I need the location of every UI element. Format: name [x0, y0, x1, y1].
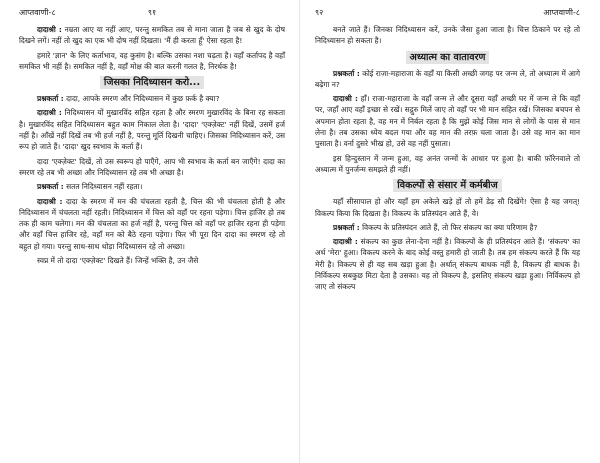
paragraph-text: स्वप्न में तो दादा 'एक्ज़ेक्ट' दिखते हैं। जिन्हें भक्ति है, उन जैसे: [37, 256, 199, 266]
left-page-header: [19, 4, 285, 22]
left-page-body: [19, 24, 285, 266]
speaker-label: प्रश्नकर्ता :: [333, 222, 360, 232]
paragraph: [315, 24, 580, 47]
paragraph-text: विकल्प के प्रतिस्पंदन आते हैं, तो फिर संकल्प का क्या परिणाम है?: [359, 222, 538, 232]
section-heading: [315, 179, 580, 193]
right-page-body: [315, 24, 580, 293]
left-page-running-title: आप्तवाणी-८: [19, 8, 56, 17]
speaker-label: दादाश्री :: [333, 237, 358, 247]
dialogue-paragraph: [19, 107, 285, 152]
paragraph-text: हाँ। राजा-महाराजा के वहाँ जन्म ले और दूसरा यहाँ अच्छी घर में जन्म ले कि वहाँ पर, जहाँ आए वहाँ इच्छा से रखें। सद्गुरु मिलें जाए तो वहाँ पर भी मान सहित रखें। जिसका बचपन से अपमान होता रहता है, वह मन में निर्बल रहता है कि मुझे कोई जिस मान से लोगों के पास से मान लेना है। तब उसका ध्येय बदल गया और वह मान की तरफ़ चला जाता है। उसे वह मान का मान पुसाता है। वर्ना दुसरे भीख हो, उसे वह नहीं पुसाता।: [315, 94, 580, 149]
right-page-running-title: आप्तवाणी-८: [543, 8, 580, 17]
paragraph: [315, 196, 580, 219]
dialogue-paragraph: [315, 222, 580, 233]
paragraph: [19, 255, 285, 266]
section-heading: [315, 51, 580, 65]
right-page-header: [315, 4, 580, 22]
paragraph-text: नम्रता आए या नहीं आए, परन्तु समकित तब से माना जाता है जब से खुद के दोष दिखने लगें। नहीं तो खुद का एक भी दोष नहीं दिखता। 'मैं ही करता हूँ' ऐसा रहता है!: [19, 25, 285, 46]
paragraph-text: दादा, आपके स्मरण और निदिध्यासन में कुछ फ़र्क है क्या?: [63, 94, 220, 104]
speaker-label: दादाश्री :: [333, 94, 358, 104]
speaker-label: दादाश्री :: [37, 196, 63, 206]
speaker-label: प्रश्नकर्ता :: [37, 94, 64, 104]
paragraph-text: बनते जाते हैं। जिनका निदिध्यासन करें, उनके जैसा हुआ जाता है। चित्त ठिकाने पर रहे तो निदिध्यासन हो सकता है।: [315, 25, 580, 46]
right-page-number: ९२: [315, 8, 324, 17]
paragraph-text: हमारे 'ज्ञान' के लिए कर्ताभाव, वह कुसंग है। बल्कि उसका नशा चढ़ता है। वहाँ कर्तापद है वहाँ समकित भी नहीं है। समकित नहीं है, वहाँ मोक्ष की बात करनी गलत है, निरर्थक है!: [19, 50, 285, 71]
left-page-number: ९१: [147, 8, 157, 17]
section-heading-text: अध्यात्म का वातावरण: [406, 51, 490, 64]
section-heading: [19, 76, 285, 90]
dialogue-paragraph: [19, 24, 285, 47]
paragraph-text: कोई राजा-महाराजा के वहाँ या किसी अच्छी जगह पर जन्म ले, तो अध्यात्म में आगे बढ़ेगा न?: [315, 68, 580, 89]
section-heading-text: विकल्पों से संसार में कर्मबीज: [393, 179, 501, 192]
dialogue-paragraph: [19, 181, 285, 192]
paragraph-text: सतत निदिध्यासन नहीं रहता।: [63, 182, 143, 192]
speaker-label: दादाश्री :: [37, 108, 62, 118]
dialogue-paragraph: [19, 93, 285, 104]
speaker-label: प्रश्नकर्ता :: [37, 182, 64, 192]
paragraph-text: दादा के स्मरण में मन की चंचलता रहती है, चित्त की भी चंचलता होती है और निदिध्यासन में चंचलता नहीं रहती। निदिध्यासन में चित्त को वहाँ पर रहना पड़ेगा। चित्त हाजिर हो तब तक ही काम चलेगा। मन की चंचलता का हर्ज नहीं है, परन्तु चित्त को वहाँ पर हाजिर रहना ही पड़ेगा और वहाँ चित्त हाजिर रहे, वहाँ मन को बैठे रहना पड़ेगा। फिर भी पूरा दिन दादा का स्मरण रहे तो बहुत हो गया। परन्तु साथ-साथ थोड़ा निदिध्यासन रहे तो अच्छा।: [19, 196, 285, 251]
paragraph-text: इस हिन्दुस्तान में जन्म हुआ, वह अनंत जन्मों के आधार पर हुआ है। बाकी फ़ॉरेनवाले तो अध्यात्म में पुनर्जन्म समझते ही नहीं।: [315, 153, 580, 174]
paragraph: [315, 153, 580, 176]
speaker-label: प्रश्नकर्ता :: [333, 68, 360, 78]
dialogue-paragraph: [315, 93, 580, 149]
paragraph-text: संकल्प का कुछ लेना-देना नहीं है। विकल्पों के ही प्रतिस्पंदन आते हैं। 'संकल्प' का अर्थ 'मेरा' हुआ। विकल्प करने के बाद कोई वस्तु हमारी हो जाती है। तब हम संकल्प करते हैं कि यह मेरी है। विकल्प से ही यह सब खड़ा हुआ है। अर्थात् संकल्प बाधक नहीं है, विकल्प ही बाधक है। निर्विकल्प सबकुछ मिटा देता है उसका। यह तो विकल्प है, इसलिए संकल्प खड़ा हुआ। निर्विकल्प हो जाए तो संकल्प: [315, 237, 580, 292]
paragraph-text: दादा 'एक्ज़ेक्ट' दिखें, तो उस स्वरूप हो पाएँगे, आप भी स्वभाव के कर्ता बन जाएँगे! दादा का स्मरण रहे तब भी अच्छा और निदिध्यासन रहे तब भी अच्छा है।: [19, 156, 285, 177]
paragraph: [19, 156, 285, 179]
dialogue-paragraph: [19, 196, 285, 252]
paragraph-text: यहाँ सीसापाल हो और यहाँ हम अकेले खड़े हों तो हमें डेढ़ सौ दिखेंगे! ऐसा है यह जगत्! विकल्प किया कि दिखता है। विकल्प के प्रतिस्पंदन आते हैं, वे।: [315, 197, 580, 218]
paragraph: [19, 50, 285, 73]
section-heading-text: जिसका निदिध्यासन करो...: [100, 76, 204, 89]
dialogue-paragraph: [315, 236, 580, 292]
paragraph-text: निदिध्यासन यों मुखारविंद सहित रहता है और स्मरण मुखारविंद के बिना रह सकता है। मुखारविंद सहित निदिध्यासन बहुत काम निकाल लेता है। 'दादा' 'एक्ज़ेक्ट' नहीं दिखें, उसमें हर्ज नहीं है। आँखें नहीं दिखें तब भी हर्ज नहीं है, परन्तु मूर्ति दिखनी चाहिए। जिसका निदिध्यासन करें, उस रूप हो जाते हैं। 'दादा' खुद स्वभाव के कर्ता हैं।: [19, 108, 285, 152]
speaker-label: दादाश्री :: [37, 25, 62, 34]
right-page: [300, 0, 600, 463]
dialogue-paragraph: [315, 68, 580, 91]
